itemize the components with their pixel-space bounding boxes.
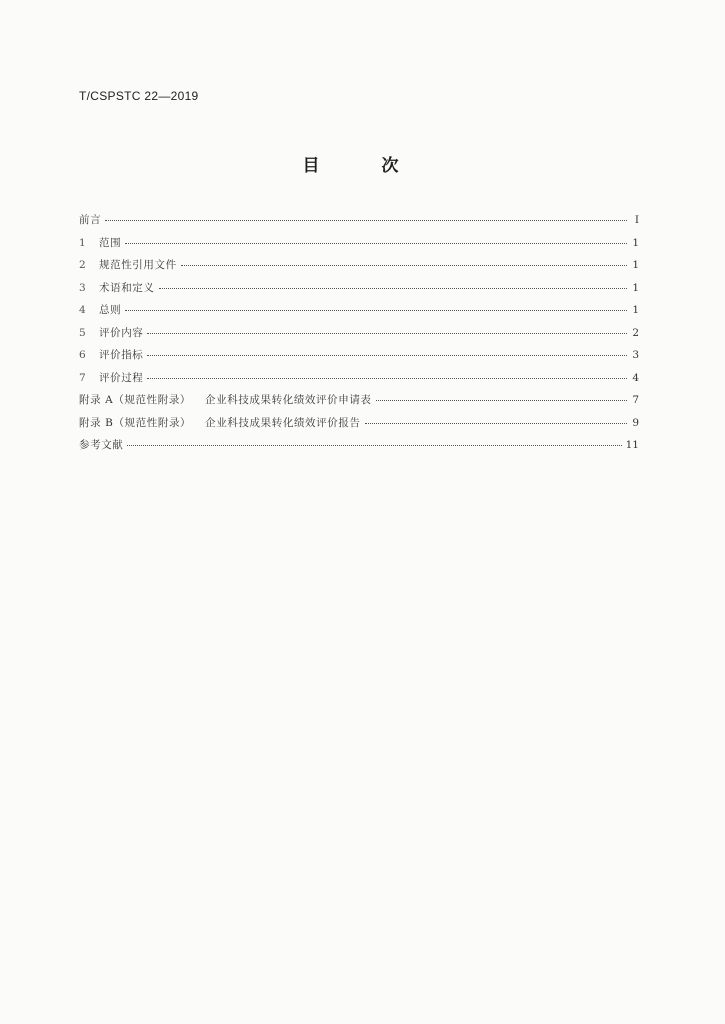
toc-entry-evaluation-content[interactable] <box>79 322 639 345</box>
toc-entry-label: 参考文献 <box>79 439 124 451</box>
toc-entry-annex-b[interactable] <box>79 412 639 435</box>
toc-entry-normative-references[interactable] <box>79 254 639 277</box>
toc-entry-page: 2 <box>632 326 639 339</box>
toc-entry-number: 2 <box>79 259 86 271</box>
toc-entry-label: 术语和定义 <box>99 281 155 294</box>
toc-entry-label: 评价内容 <box>99 326 144 339</box>
toc-entry-page: 7 <box>632 394 639 406</box>
toc-entry-number: 1 <box>79 236 86 249</box>
toc-entry-label: 规范性引用文件 <box>99 259 177 271</box>
dot-leader <box>105 211 627 221</box>
toc-entry-label: 附录 B（规范性附录） <box>79 416 192 429</box>
dot-leader <box>127 436 621 446</box>
toc-entry-number: 7 <box>79 371 86 384</box>
toc-entry-annex-a[interactable] <box>79 389 639 412</box>
toc-title: 目 次 <box>302 156 427 176</box>
dot-leader <box>159 279 628 289</box>
dot-leader <box>147 369 627 379</box>
dot-leader <box>125 234 627 244</box>
toc-entry-title: 企业科技成果转化绩效评价报告 <box>205 416 361 429</box>
toc-entry-label: 评价过程 <box>99 371 144 384</box>
toc-entry-evaluation-process[interactable] <box>79 367 639 390</box>
toc-entry-page: 1 <box>632 281 639 294</box>
toc-entry-page: 1 <box>632 236 639 249</box>
dot-leader <box>376 391 627 401</box>
document-code: T/CSPSTC 22—2019 <box>79 89 199 103</box>
toc-entry-page: 1 <box>632 259 639 271</box>
table-of-contents <box>79 209 639 457</box>
toc-entry-page: 11 <box>625 439 639 451</box>
dot-leader <box>147 324 627 334</box>
toc-entry-page: 1 <box>632 304 639 316</box>
toc-entry-number: 4 <box>79 304 86 316</box>
toc-entry-number: 3 <box>79 281 86 294</box>
toc-entry-label: 总则 <box>99 304 122 316</box>
toc-entry-number: 6 <box>79 349 86 361</box>
toc-entry-label: 附录 A（规范性附录） <box>79 394 192 406</box>
toc-entry-number: 5 <box>79 326 86 339</box>
dot-leader <box>125 301 627 311</box>
toc-entry-label: 评价指标 <box>99 349 144 361</box>
dot-leader <box>181 256 627 266</box>
toc-entry-terms-definitions[interactable] <box>79 277 639 300</box>
toc-entry-label: 范围 <box>99 236 122 249</box>
toc-entry-page: 4 <box>632 371 639 384</box>
toc-entry-title: 企业科技成果转化绩效评价申请表 <box>205 394 372 406</box>
toc-entry-evaluation-indicators[interactable] <box>79 344 639 367</box>
toc-entry-general[interactable] <box>79 299 639 322</box>
toc-entry-page: I <box>634 214 639 226</box>
toc-entry-foreword[interactable] <box>79 209 639 232</box>
toc-entry-label: 前言 <box>79 214 102 226</box>
toc-entry-scope[interactable] <box>79 232 639 255</box>
toc-entry-bibliography[interactable] <box>79 434 639 457</box>
dot-leader <box>147 346 627 356</box>
toc-entry-page: 9 <box>632 416 639 429</box>
dot-leader <box>365 414 627 424</box>
toc-entry-page: 3 <box>632 349 639 361</box>
